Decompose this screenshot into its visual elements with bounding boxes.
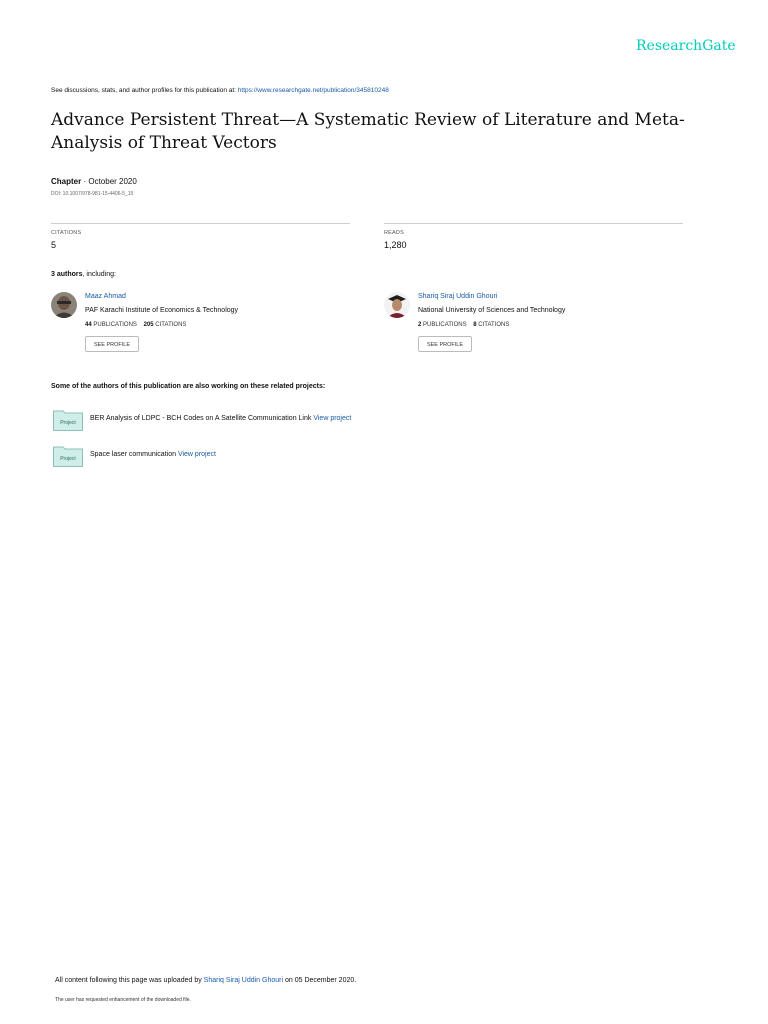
author-institution: PAF Karachi Institute of Economics & Technology [85,307,239,314]
project-name: Space laser communication [90,451,178,458]
project-folder-icon[interactable] [53,409,83,429]
project-text [90,451,216,458]
author-photo-icon [51,292,77,318]
upload-notice [55,977,356,984]
authors-suffix: , including: [82,271,116,278]
author-citations-count: 8 [473,322,477,328]
project-folder-icon[interactable] [53,445,83,465]
view-project-link[interactable]: View project [177,451,216,458]
publication-date: · October 2020 [81,177,137,186]
publications-label: PUBLICATIONS [423,322,467,328]
reads-label: READS [384,230,404,236]
author-institution: National University of Sciences and Technology [418,307,566,314]
see-profile-button[interactable]: SEE PROFILE [418,336,472,352]
avatar[interactable] [384,292,410,318]
author-citations-label: CITATIONS [155,322,187,328]
project-item [53,445,453,467]
see-profile-button[interactable]: SEE PROFILE [85,336,139,352]
discussion-line [51,87,389,94]
author-name-link[interactable]: Maaz Ahmad [85,293,126,300]
doi-text: DOI: 10.1007/978-981-15-4406-5_15 [51,191,134,197]
publication-meta [51,177,137,186]
publication-type: Chapter [51,177,82,186]
publications-count: 2 [418,322,422,328]
publications-label: PUBLICATIONS [93,322,137,328]
project-text [90,415,351,422]
project-icon-label: Project [60,456,76,462]
author-photo-icon [384,292,410,318]
citations-divider [51,223,350,224]
uploader-link[interactable]: Shariq Siraj Uddin Ghouri [203,977,284,984]
citations-value: 5 [51,240,57,250]
author-citations-count: 205 [143,322,154,328]
researchgate-logo[interactable]: ResearchGate [636,38,736,54]
enhancement-note: The user has requested enhancement of the downloaded file. [55,997,191,1003]
upload-prefix: All content following this page was uploaded by [55,977,204,984]
reads-value: 1,280 [384,240,407,250]
avatar[interactable] [51,292,77,318]
discussion-prefix: See discussions, stats, and author profiles for this publication at: [51,87,238,94]
project-item [53,409,453,431]
author-card [384,292,684,356]
view-project-link[interactable]: View project [313,415,352,422]
publications-count: 44 [85,322,92,328]
author-citations-label: CITATIONS [478,322,510,328]
authors-heading [51,271,116,278]
author-card [51,292,351,356]
author-stats [418,322,509,328]
project-icon-label: Project [60,420,76,426]
author-stats [85,322,186,328]
project-name: BER Analysis of LDPC - BCH Codes on A Satellite Communication Link [90,415,314,422]
citations-label: CITATIONS [51,230,82,236]
publication-title: Advance Persistent Threat—A Systematic Review of Literature and Meta-Analysis of Threat Vectors [51,110,685,153]
related-projects-heading: Some of the authors of this publication are also working on these related projects: [51,383,326,390]
upload-suffix: on 05 December 2020. [283,977,357,984]
reads-divider [384,223,683,224]
publication-url-link[interactable]: https://www.researchgate.net/publication/345810248 [237,87,389,94]
author-name-link[interactable]: Shariq Siraj Uddin Ghouri [418,293,498,300]
authors-count: 3 authors [51,271,83,278]
